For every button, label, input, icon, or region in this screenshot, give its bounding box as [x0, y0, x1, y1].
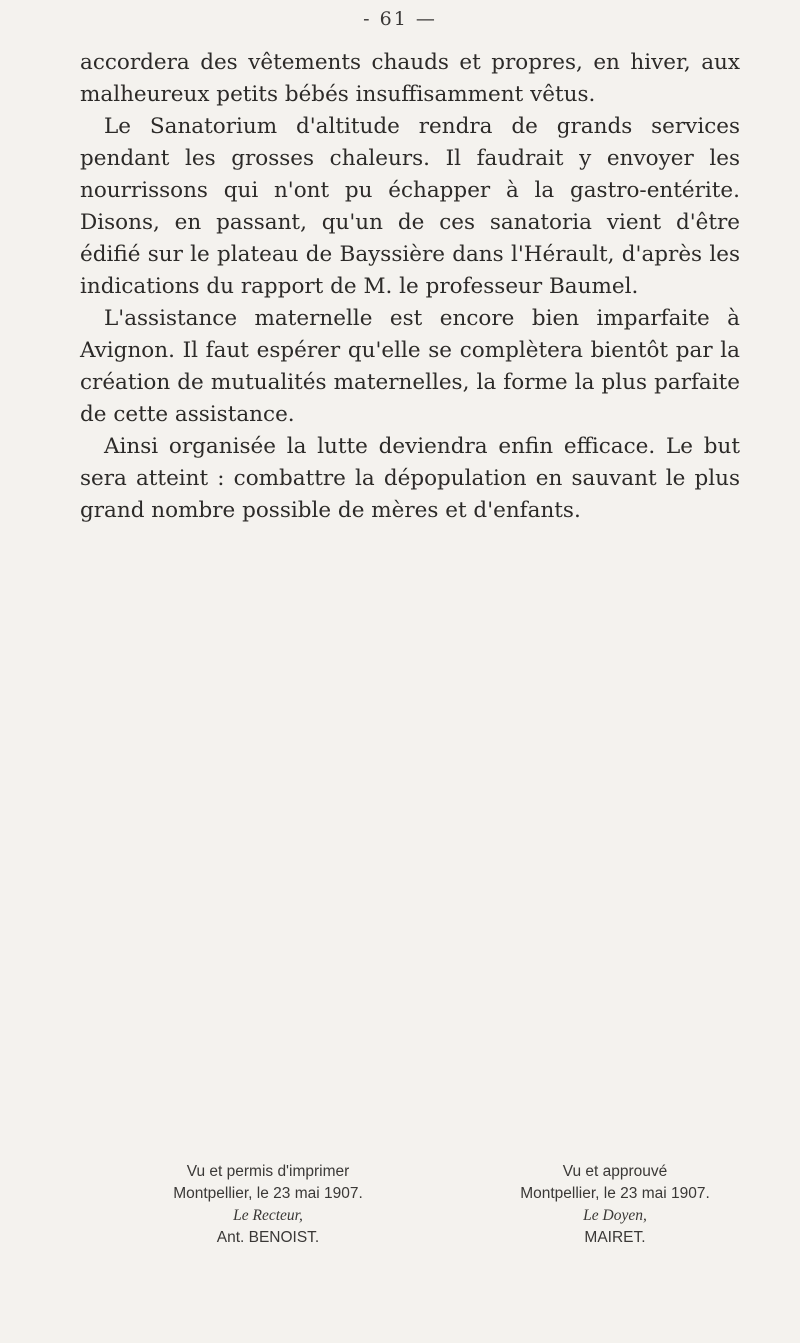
page-number: - 61 —	[363, 8, 437, 30]
dean-name: MAIRET.	[584, 1229, 646, 1246]
dean-approval-date: Montpellier, le 23 mai 1907.	[520, 1185, 710, 1202]
rector-approval-line1: Vu et permis d'imprimer	[186, 1163, 350, 1180]
dean-title: Le Doyen,	[583, 1207, 647, 1224]
body-text	[80, 47, 740, 527]
rector-title: Le Recteur,	[233, 1207, 303, 1224]
rector-approval	[150, 1161, 386, 1249]
paragraph-2: Le Sanatorium d'altitude rendra de grands services pendant les grosses chaleurs. Il faudrait y envoyer les nourrissons qui n'ont pu échapper à la gastro-entérite. Disons, en passant, qu'un de ces sanatoria vient d'être édifié sur le plateau de Bayssière dans l'Hérault, d'après les indications du rapport de M. le professeur Baumel.	[80, 114, 740, 299]
paragraph-3: L'assistance maternelle est encore bien imparfaite à Avignon. Il faut espérer qu'elle se complètera bientôt par la création de mutualités maternelles, la forme la plus parfaite de cette assistance.	[80, 306, 740, 427]
paragraph-4: Ainsi organisée la lutte deviendra enfin efficace. Le but sera atteint : combattre la dépopulation en sauvant le plus grand nombre possible de mères et d'enfants.	[80, 434, 740, 523]
rector-approval-date: Montpellier, le 23 mai 1907.	[173, 1185, 363, 1202]
dean-approval	[500, 1161, 730, 1249]
paragraph-1: accordera des vêtements chauds et propres, en hiver, aux malheureux petits bébés insuffisamment vêtus.	[80, 50, 740, 107]
dean-approval-line1: Vu et approuvé	[562, 1163, 668, 1180]
rector-name: Ant. BENOIST.	[216, 1229, 320, 1246]
